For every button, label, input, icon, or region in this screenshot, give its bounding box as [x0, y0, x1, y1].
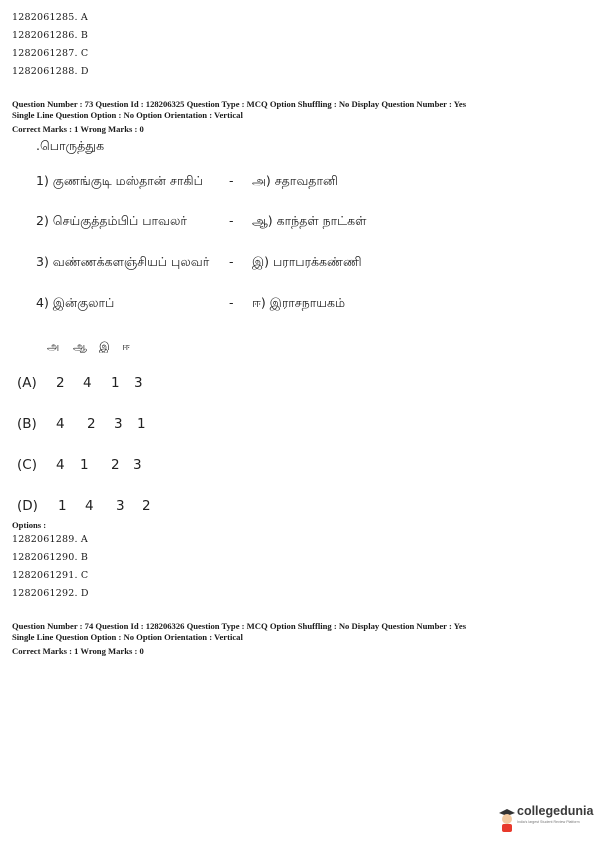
question-meta-line2: Single Line Question Option : No Option Orientation : Vertical [12, 110, 243, 120]
option-line: 1282061288. D [12, 66, 89, 77]
logo-wordmark: collegedunia [517, 804, 594, 818]
option-line: 1282061285. A [12, 12, 88, 23]
question-marks: Correct Marks : 1 Wrong Marks : 0 [12, 646, 144, 656]
match-left-4: 4) இன்குலாப் [36, 295, 115, 310]
match-right-2: ஆ) காந்தள் நாட்கள் [252, 213, 367, 228]
match-right-3: இ) பராபரக்கண்ணி [252, 254, 362, 269]
question-marks: Correct Marks : 1 Wrong Marks : 0 [12, 124, 144, 134]
match-dash-4: - [229, 295, 234, 310]
logo-tagline: India's largest Student Review Platform [517, 820, 580, 824]
match-right-4: ஈ) இராசநாயகம் [252, 295, 346, 310]
choice-value: 2 [87, 416, 96, 432]
choice-value: 1 [58, 498, 67, 514]
choice-value: 2 [56, 375, 65, 391]
choice-label-c: (C) [17, 457, 37, 473]
question-instruction: .பொருத்துக [36, 138, 105, 153]
question-meta: Question Number : 73 Question Id : 128206325 Question Type : MCQ Option Shuffling : No Display Question Number : Yes [12, 99, 467, 109]
choice-value: 2 [142, 498, 151, 514]
student-mascot-icon [497, 804, 517, 832]
option-line: 1282061290. B [12, 552, 89, 563]
choice-value: 1 [111, 375, 120, 391]
choice-value: 4 [56, 457, 65, 473]
choice-value: 1 [80, 457, 89, 473]
key-header-1: அ [47, 340, 60, 353]
choice-value: 3 [133, 457, 142, 473]
option-line: 1282061286. B [12, 30, 89, 41]
option-line: 1282061289. A [12, 534, 88, 545]
match-left-3: 3) வண்ணக்களஞ்சியப் புலவர் [36, 254, 210, 269]
match-dash-3: - [229, 254, 234, 269]
question-meta-line2: Single Line Question Option : No Option Orientation : Vertical [12, 632, 243, 642]
choice-label-a: (A) [17, 375, 37, 391]
option-line: 1282061287. C [12, 48, 89, 59]
choice-value: 4 [83, 375, 92, 391]
collegedunia-logo [497, 800, 594, 836]
match-left-1: 1) குணங்குடி மஸ்தான் சாகிப் [36, 173, 203, 188]
question-meta: Question Number : 74 Question Id : 128206326 Question Type : MCQ Option Shuffling : No Display Question Number : Yes [12, 621, 467, 631]
option-line: 1282061292. D [12, 588, 89, 599]
choice-value: 4 [85, 498, 94, 514]
match-dash-1: - [229, 173, 234, 188]
match-left-2: 2) செய்குத்தம்பிப் பாவலர் [36, 213, 187, 228]
match-dash-2: - [229, 213, 234, 228]
key-header-2: ஆ [73, 340, 87, 353]
match-right-1: அ) சதாவதானி [252, 173, 338, 188]
choice-value: 1 [137, 416, 146, 432]
options-label: Options : [12, 520, 47, 530]
choice-value: 3 [134, 375, 143, 391]
choice-value: 2 [111, 457, 120, 473]
choice-label-d: (D) [17, 498, 38, 514]
choice-value: 3 [116, 498, 125, 514]
option-line: 1282061291. C [12, 570, 89, 581]
choice-value: 3 [114, 416, 123, 432]
key-header-4: ஈ [122, 340, 130, 353]
choice-value: 4 [56, 416, 65, 432]
key-header-3: இ [99, 340, 110, 353]
choice-label-b: (B) [17, 416, 37, 432]
